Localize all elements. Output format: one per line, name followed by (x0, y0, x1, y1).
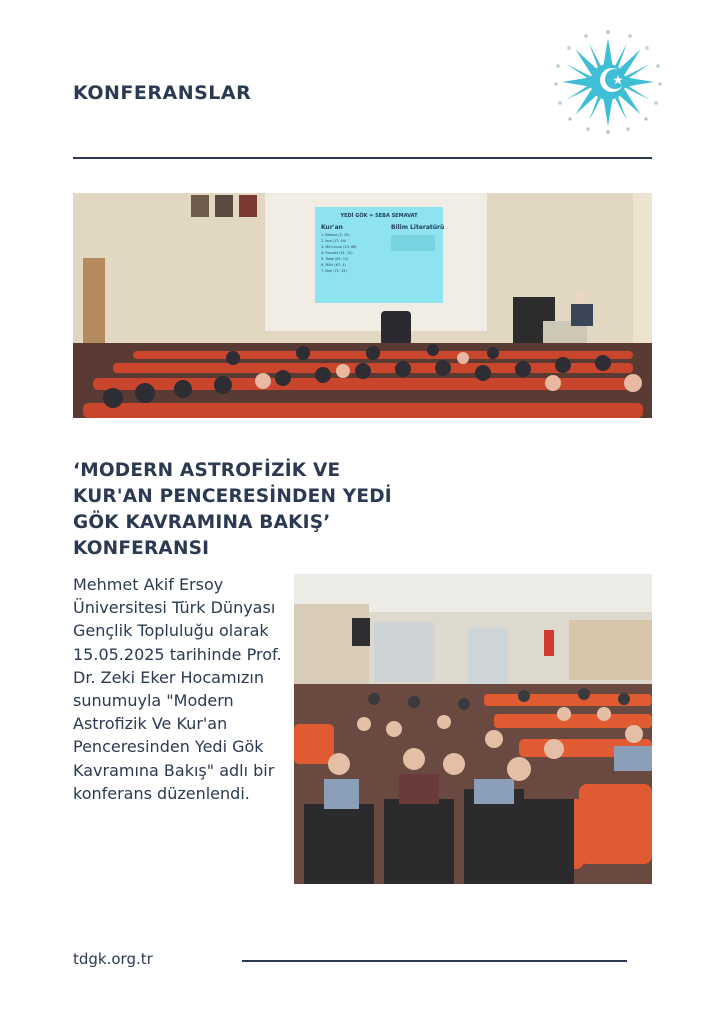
footer-website-link[interactable]: tdgk.org.tr (73, 950, 153, 968)
article-headline: ‘MODERN ASTROFİZİK VE KUR'AN PENCERESİNDEN YEDİ GÖK KAVRAMINA BAKIŞ’ KONFERANSI (73, 460, 392, 559)
slide-right-heading: Bilim Literatürü (391, 224, 445, 231)
slide-item: 5. Talak (65: 12) (321, 257, 349, 261)
crescent-star-sunburst-icon (552, 28, 664, 136)
slide-item: 2. İsra (17: 44) (321, 239, 347, 243)
slide-item: 6. Mülk (67: 3) (321, 263, 346, 267)
header-divider (73, 157, 652, 159)
footer-divider (242, 960, 627, 962)
slide-title: YEDİ GÖK = SEBA SEMAVAT (340, 213, 418, 219)
slide-left-heading: Kur'an (321, 224, 343, 231)
conference-photo-audience (294, 574, 652, 884)
slide-item: 3. Mü'minun (23: 86) (321, 245, 357, 249)
article-body: Mehmet Akif Ersoy Üniversitesi Türk Dünyası Gençlik Topluluğu olarak 15.05.2025 tarihinde Prof. Dr. Zeki Eker Hocamızın sunumuyla "Modern Astrofizik Ve Kur'an Penceresinden Yedi Gök Kavramına Bakış" adlı bir konferans düzenlendi. (73, 575, 282, 803)
slide-item: 4. Fussilet (41: 12) (321, 251, 353, 255)
conference-photo-projection (73, 193, 652, 418)
section-title: KONFERANSLAR (73, 82, 252, 104)
slide-item: 1. Bakara (2: 29) (321, 233, 350, 237)
slide-item: 7. Nuh (71: 15) (321, 269, 347, 273)
